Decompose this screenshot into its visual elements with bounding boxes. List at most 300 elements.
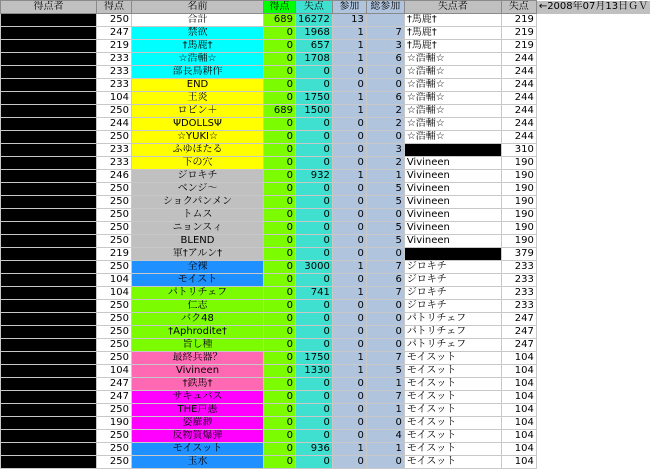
lost-cell[interactable]: 379 bbox=[501, 248, 536, 261]
scorer-cell[interactable] bbox=[1, 261, 97, 274]
part-cell[interactable]: 0 bbox=[332, 339, 366, 352]
lost-pts-cell[interactable]: 1968 bbox=[296, 27, 333, 40]
lost-cell[interactable]: 244 bbox=[501, 105, 536, 118]
lost-cell[interactable]: 219 bbox=[501, 14, 536, 27]
lost-cell[interactable]: 190 bbox=[501, 235, 536, 248]
total-part-cell[interactable]: 0 bbox=[366, 131, 404, 144]
part-cell[interactable]: 1 bbox=[332, 27, 366, 40]
total-part-cell[interactable]: 5 bbox=[366, 365, 404, 378]
name-cell[interactable]: ☆浩輔☆ bbox=[132, 53, 264, 66]
lost-pts-cell[interactable]: 0 bbox=[296, 313, 333, 326]
part-cell[interactable]: 1 bbox=[332, 352, 366, 365]
score-pts-cell[interactable]: 0 bbox=[264, 66, 296, 79]
score-cell[interactable]: 250 bbox=[97, 313, 132, 326]
name-cell[interactable]: 反物質爆弾 bbox=[132, 430, 264, 443]
header-score[interactable]: 得点 bbox=[97, 1, 132, 14]
name-cell[interactable]: 禁欲 bbox=[132, 27, 264, 40]
header-scorer[interactable]: 得点者 bbox=[1, 1, 97, 14]
scorer-cell[interactable] bbox=[1, 14, 97, 27]
lost-pts-cell[interactable]: 0 bbox=[296, 274, 333, 287]
loser-cell[interactable]: ☆浩輔☆ bbox=[404, 118, 501, 131]
score-pts-cell[interactable]: 0 bbox=[264, 235, 296, 248]
total-part-cell[interactable]: 0 bbox=[366, 300, 404, 313]
name-cell[interactable]: 軍†アルン† bbox=[132, 248, 264, 261]
name-cell[interactable]: ニョンスィ bbox=[132, 222, 264, 235]
empty-cell[interactable] bbox=[536, 339, 650, 352]
lost-cell[interactable]: 190 bbox=[501, 170, 536, 183]
loser-cell[interactable]: モイスット bbox=[404, 456, 501, 469]
loser-cell[interactable]: Vivineen bbox=[404, 157, 501, 170]
scorer-cell[interactable] bbox=[1, 131, 97, 144]
scorer-cell[interactable] bbox=[1, 456, 97, 469]
header-lost[interactable]: 失点 bbox=[501, 1, 536, 14]
score-cell[interactable]: 250 bbox=[97, 456, 132, 469]
name-cell[interactable]: 合計 bbox=[132, 14, 264, 27]
name-cell[interactable]: ジロキチ bbox=[132, 170, 264, 183]
name-cell[interactable]: THE戸愚 bbox=[132, 404, 264, 417]
header-name[interactable]: 名前 bbox=[132, 1, 264, 14]
empty-cell[interactable] bbox=[536, 27, 650, 40]
lost-cell[interactable]: 104 bbox=[501, 456, 536, 469]
total-part-cell[interactable]: 6 bbox=[366, 92, 404, 105]
part-cell[interactable]: 0 bbox=[332, 404, 366, 417]
loser-cell[interactable]: Vivineen bbox=[404, 235, 501, 248]
empty-cell[interactable] bbox=[536, 417, 650, 430]
lost-pts-cell[interactable]: 657 bbox=[296, 40, 333, 53]
score-pts-cell[interactable]: 0 bbox=[264, 261, 296, 274]
total-part-cell[interactable]: 0 bbox=[366, 209, 404, 222]
name-cell[interactable]: 下の穴 bbox=[132, 157, 264, 170]
score-pts-cell[interactable]: 0 bbox=[264, 417, 296, 430]
score-cell[interactable]: 250 bbox=[97, 430, 132, 443]
loser-cell[interactable]: モイスット bbox=[404, 404, 501, 417]
score-cell[interactable]: 250 bbox=[97, 131, 132, 144]
score-pts-cell[interactable]: 0 bbox=[264, 365, 296, 378]
score-cell[interactable]: 104 bbox=[97, 365, 132, 378]
score-cell[interactable]: 219 bbox=[97, 248, 132, 261]
lost-cell[interactable]: 233 bbox=[501, 300, 536, 313]
lost-cell[interactable]: 244 bbox=[501, 66, 536, 79]
scorer-cell[interactable] bbox=[1, 209, 97, 222]
score-pts-cell[interactable]: 0 bbox=[264, 27, 296, 40]
name-cell[interactable]: †鉄馬† bbox=[132, 378, 264, 391]
lost-pts-cell[interactable]: 0 bbox=[296, 339, 333, 352]
loser-cell[interactable]: ☆浩輔☆ bbox=[404, 92, 501, 105]
score-pts-cell[interactable]: 0 bbox=[264, 248, 296, 261]
loser-cell[interactable]: †馬鹿† bbox=[404, 14, 501, 27]
scorer-cell[interactable] bbox=[1, 79, 97, 92]
lost-cell[interactable]: 244 bbox=[501, 131, 536, 144]
scorer-cell[interactable] bbox=[1, 118, 97, 131]
total-part-cell[interactable]: 6 bbox=[366, 274, 404, 287]
name-cell[interactable]: Vivineen bbox=[132, 365, 264, 378]
lost-pts-cell[interactable]: 16272 bbox=[296, 14, 333, 27]
lost-cell[interactable]: 190 bbox=[501, 157, 536, 170]
empty-cell[interactable] bbox=[536, 456, 650, 469]
total-part-cell[interactable]: 7 bbox=[366, 27, 404, 40]
part-cell[interactable]: 0 bbox=[332, 430, 366, 443]
lost-cell[interactable]: 104 bbox=[501, 443, 536, 456]
name-cell[interactable]: モイスト bbox=[132, 274, 264, 287]
lost-cell[interactable]: 104 bbox=[501, 417, 536, 430]
loser-cell[interactable]: パトリチェフ bbox=[404, 326, 501, 339]
lost-pts-cell[interactable]: 0 bbox=[296, 79, 333, 92]
score-cell[interactable]: 250 bbox=[97, 339, 132, 352]
score-cell[interactable]: 233 bbox=[97, 66, 132, 79]
loser-cell[interactable] bbox=[404, 248, 501, 261]
lost-cell[interactable]: 247 bbox=[501, 326, 536, 339]
total-part-cell[interactable]: 6 bbox=[366, 53, 404, 66]
loser-cell[interactable]: Vivineen bbox=[404, 209, 501, 222]
score-pts-cell[interactable]: 0 bbox=[264, 144, 296, 157]
score-cell[interactable]: 250 bbox=[97, 261, 132, 274]
score-pts-cell[interactable]: 0 bbox=[264, 456, 296, 469]
lost-pts-cell[interactable]: 0 bbox=[296, 430, 333, 443]
loser-cell[interactable]: ジロキチ bbox=[404, 261, 501, 274]
empty-cell[interactable] bbox=[536, 66, 650, 79]
total-part-cell[interactable]: 7 bbox=[366, 287, 404, 300]
empty-cell[interactable] bbox=[536, 222, 650, 235]
total-part-cell[interactable]: 0 bbox=[366, 313, 404, 326]
score-cell[interactable]: 233 bbox=[97, 157, 132, 170]
score-pts-cell[interactable]: 0 bbox=[264, 430, 296, 443]
scorer-cell[interactable] bbox=[1, 313, 97, 326]
score-pts-cell[interactable]: 0 bbox=[264, 183, 296, 196]
lost-pts-cell[interactable]: 0 bbox=[296, 235, 333, 248]
empty-cell[interactable] bbox=[536, 40, 650, 53]
header-loser[interactable]: 失点者 bbox=[404, 1, 501, 14]
scorer-cell[interactable] bbox=[1, 27, 97, 40]
part-cell[interactable]: 0 bbox=[332, 378, 366, 391]
score-pts-cell[interactable]: 0 bbox=[264, 157, 296, 170]
total-part-cell[interactable]: 4 bbox=[366, 430, 404, 443]
loser-cell[interactable]: モイスット bbox=[404, 378, 501, 391]
lost-cell[interactable]: 233 bbox=[501, 287, 536, 300]
scorer-cell[interactable] bbox=[1, 430, 97, 443]
name-cell[interactable]: 旨し種 bbox=[132, 339, 264, 352]
total-part-cell[interactable]: 0 bbox=[366, 456, 404, 469]
name-cell[interactable]: END bbox=[132, 79, 264, 92]
scorer-cell[interactable] bbox=[1, 183, 97, 196]
part-cell[interactable]: 0 bbox=[332, 274, 366, 287]
name-cell[interactable]: 全裸 bbox=[132, 261, 264, 274]
scorer-cell[interactable] bbox=[1, 248, 97, 261]
name-cell[interactable]: トムス bbox=[132, 209, 264, 222]
lost-pts-cell[interactable]: 741 bbox=[296, 287, 333, 300]
total-part-cell[interactable]: 0 bbox=[366, 79, 404, 92]
lost-pts-cell[interactable]: 0 bbox=[296, 456, 333, 469]
total-part-cell[interactable]: 7 bbox=[366, 261, 404, 274]
score-cell[interactable]: 250 bbox=[97, 14, 132, 27]
lost-cell[interactable]: 244 bbox=[501, 92, 536, 105]
name-cell[interactable]: ロビン＋ bbox=[132, 105, 264, 118]
score-cell[interactable]: 250 bbox=[97, 196, 132, 209]
score-pts-cell[interactable]: 0 bbox=[264, 443, 296, 456]
total-part-cell[interactable]: 2 bbox=[366, 118, 404, 131]
part-cell[interactable]: 1 bbox=[332, 261, 366, 274]
lost-cell[interactable]: 244 bbox=[501, 53, 536, 66]
part-cell[interactable]: 0 bbox=[332, 300, 366, 313]
empty-cell[interactable] bbox=[536, 443, 650, 456]
total-part-cell[interactable] bbox=[366, 14, 404, 27]
empty-cell[interactable] bbox=[536, 131, 650, 144]
loser-cell[interactable]: ☆浩輔☆ bbox=[404, 53, 501, 66]
loser-cell[interactable]: パトリチェフ bbox=[404, 313, 501, 326]
total-part-cell[interactable]: 2 bbox=[366, 105, 404, 118]
score-cell[interactable]: 247 bbox=[97, 378, 132, 391]
name-cell[interactable]: 姿羅渺 bbox=[132, 417, 264, 430]
score-cell[interactable]: 244 bbox=[97, 118, 132, 131]
total-part-cell[interactable]: 5 bbox=[366, 196, 404, 209]
total-part-cell[interactable]: 5 bbox=[366, 222, 404, 235]
lost-cell[interactable]: 190 bbox=[501, 222, 536, 235]
part-cell[interactable]: 0 bbox=[332, 456, 366, 469]
total-part-cell[interactable]: 0 bbox=[366, 417, 404, 430]
score-cell[interactable]: 104 bbox=[97, 274, 132, 287]
loser-cell[interactable]: Vivineen bbox=[404, 183, 501, 196]
score-cell[interactable]: 190 bbox=[97, 417, 132, 430]
loser-cell[interactable]: ジロキチ bbox=[404, 274, 501, 287]
name-cell[interactable]: 部長鳥耕作 bbox=[132, 66, 264, 79]
score-pts-cell[interactable]: 0 bbox=[264, 209, 296, 222]
total-part-cell[interactable]: 0 bbox=[366, 326, 404, 339]
total-part-cell[interactable]: 3 bbox=[366, 40, 404, 53]
empty-cell[interactable] bbox=[536, 196, 650, 209]
lost-cell[interactable]: 104 bbox=[501, 391, 536, 404]
total-part-cell[interactable]: 1 bbox=[366, 378, 404, 391]
part-cell[interactable]: 0 bbox=[332, 66, 366, 79]
lost-pts-cell[interactable]: 0 bbox=[296, 222, 333, 235]
scorer-cell[interactable] bbox=[1, 391, 97, 404]
loser-cell[interactable]: ☆浩輔☆ bbox=[404, 66, 501, 79]
score-pts-cell[interactable]: 0 bbox=[264, 40, 296, 53]
part-cell[interactable]: 0 bbox=[332, 313, 366, 326]
scorer-cell[interactable] bbox=[1, 157, 97, 170]
total-part-cell[interactable]: 1 bbox=[366, 404, 404, 417]
header-lost-pts[interactable]: 失点 bbox=[296, 1, 333, 14]
score-pts-cell[interactable]: 0 bbox=[264, 326, 296, 339]
name-cell[interactable]: †馬鹿† bbox=[132, 40, 264, 53]
lost-pts-cell[interactable]: 0 bbox=[296, 66, 333, 79]
loser-cell[interactable]: モイスット bbox=[404, 365, 501, 378]
score-pts-cell[interactable]: 0 bbox=[264, 378, 296, 391]
total-part-cell[interactable]: 1 bbox=[366, 443, 404, 456]
total-part-cell[interactable]: 5 bbox=[366, 235, 404, 248]
name-cell[interactable]: BLEND bbox=[132, 235, 264, 248]
name-cell[interactable]: †Aphrodite† bbox=[132, 326, 264, 339]
score-cell[interactable]: 247 bbox=[97, 27, 132, 40]
score-pts-cell[interactable]: 0 bbox=[264, 222, 296, 235]
part-cell[interactable]: 0 bbox=[332, 209, 366, 222]
lost-pts-cell[interactable]: 1708 bbox=[296, 53, 333, 66]
scorer-cell[interactable] bbox=[1, 66, 97, 79]
part-cell[interactable]: 0 bbox=[332, 144, 366, 157]
header-total-part[interactable]: 総参加 bbox=[366, 1, 404, 14]
name-cell[interactable]: 玉水 bbox=[132, 456, 264, 469]
part-cell[interactable]: 0 bbox=[332, 157, 366, 170]
scorer-cell[interactable] bbox=[1, 443, 97, 456]
scorer-cell[interactable] bbox=[1, 235, 97, 248]
score-cell[interactable]: 250 bbox=[97, 222, 132, 235]
lost-pts-cell[interactable]: 932 bbox=[296, 170, 333, 183]
total-part-cell[interactable]: 0 bbox=[366, 66, 404, 79]
scorer-cell[interactable] bbox=[1, 274, 97, 287]
score-pts-cell[interactable]: 0 bbox=[264, 352, 296, 365]
part-cell[interactable]: 1 bbox=[332, 287, 366, 300]
score-pts-cell[interactable]: 0 bbox=[264, 287, 296, 300]
name-cell[interactable]: 王炎 bbox=[132, 92, 264, 105]
loser-cell[interactable]: モイスット bbox=[404, 352, 501, 365]
header-score-pts[interactable]: 得点 bbox=[264, 1, 296, 14]
score-cell[interactable]: 233 bbox=[97, 144, 132, 157]
scorer-cell[interactable] bbox=[1, 105, 97, 118]
loser-cell[interactable]: Vivineen bbox=[404, 196, 501, 209]
scorer-cell[interactable] bbox=[1, 326, 97, 339]
lost-pts-cell[interactable]: 0 bbox=[296, 144, 333, 157]
lost-cell[interactable]: 104 bbox=[501, 352, 536, 365]
empty-cell[interactable] bbox=[536, 287, 650, 300]
score-pts-cell[interactable]: 689 bbox=[264, 105, 296, 118]
empty-cell[interactable] bbox=[536, 248, 650, 261]
lost-pts-cell[interactable]: 0 bbox=[296, 417, 333, 430]
name-cell[interactable]: バク48 bbox=[132, 313, 264, 326]
empty-cell[interactable] bbox=[536, 105, 650, 118]
score-pts-cell[interactable]: 0 bbox=[264, 131, 296, 144]
header-part[interactable]: 参加 bbox=[332, 1, 366, 14]
name-cell[interactable]: サキュバス bbox=[132, 391, 264, 404]
part-cell[interactable]: 0 bbox=[332, 222, 366, 235]
empty-cell[interactable] bbox=[536, 92, 650, 105]
total-part-cell[interactable]: 0 bbox=[366, 248, 404, 261]
lost-pts-cell[interactable]: 0 bbox=[296, 131, 333, 144]
scorer-cell[interactable] bbox=[1, 170, 97, 183]
loser-cell[interactable]: Vivineen bbox=[404, 222, 501, 235]
lost-pts-cell[interactable]: 3000 bbox=[296, 261, 333, 274]
lost-pts-cell[interactable]: 0 bbox=[296, 209, 333, 222]
empty-cell[interactable] bbox=[536, 274, 650, 287]
lost-cell[interactable]: 244 bbox=[501, 118, 536, 131]
score-pts-cell[interactable]: 0 bbox=[264, 53, 296, 66]
lost-cell[interactable]: 190 bbox=[501, 209, 536, 222]
part-cell[interactable]: 0 bbox=[332, 118, 366, 131]
loser-cell[interactable]: パトリチェフ bbox=[404, 339, 501, 352]
lost-pts-cell[interactable]: 936 bbox=[296, 443, 333, 456]
lost-pts-cell[interactable]: 0 bbox=[296, 248, 333, 261]
part-cell[interactable]: 0 bbox=[332, 131, 366, 144]
empty-cell[interactable] bbox=[536, 170, 650, 183]
scorer-cell[interactable] bbox=[1, 352, 97, 365]
loser-cell[interactable] bbox=[404, 144, 501, 157]
score-cell[interactable]: 250 bbox=[97, 300, 132, 313]
lost-cell[interactable]: 104 bbox=[501, 404, 536, 417]
score-cell[interactable]: 250 bbox=[97, 235, 132, 248]
score-pts-cell[interactable]: 0 bbox=[264, 170, 296, 183]
lost-pts-cell[interactable]: 0 bbox=[296, 404, 333, 417]
scorer-cell[interactable] bbox=[1, 144, 97, 157]
lost-pts-cell[interactable]: 0 bbox=[296, 196, 333, 209]
score-cell[interactable]: 250 bbox=[97, 209, 132, 222]
scorer-cell[interactable] bbox=[1, 40, 97, 53]
lost-cell[interactable]: 233 bbox=[501, 261, 536, 274]
part-cell[interactable]: 1 bbox=[332, 105, 366, 118]
scorer-cell[interactable] bbox=[1, 378, 97, 391]
part-cell[interactable]: 0 bbox=[332, 79, 366, 92]
score-pts-cell[interactable]: 0 bbox=[264, 404, 296, 417]
empty-cell[interactable] bbox=[536, 326, 650, 339]
empty-cell[interactable] bbox=[536, 144, 650, 157]
score-pts-cell[interactable]: 0 bbox=[264, 118, 296, 131]
loser-cell[interactable]: ジロキチ bbox=[404, 300, 501, 313]
lost-cell[interactable]: 104 bbox=[501, 365, 536, 378]
score-cell[interactable]: 250 bbox=[97, 105, 132, 118]
score-pts-cell[interactable]: 0 bbox=[264, 274, 296, 287]
loser-cell[interactable]: モイスット bbox=[404, 430, 501, 443]
part-cell[interactable]: 13 bbox=[332, 14, 366, 27]
total-part-cell[interactable]: 3 bbox=[366, 144, 404, 157]
part-cell[interactable]: 1 bbox=[332, 92, 366, 105]
lost-cell[interactable]: 233 bbox=[501, 274, 536, 287]
loser-cell[interactable]: モイスット bbox=[404, 391, 501, 404]
lost-pts-cell[interactable]: 0 bbox=[296, 118, 333, 131]
empty-cell[interactable] bbox=[536, 261, 650, 274]
score-pts-cell[interactable]: 0 bbox=[264, 391, 296, 404]
score-cell[interactable]: 104 bbox=[97, 287, 132, 300]
empty-cell[interactable] bbox=[536, 183, 650, 196]
lost-pts-cell[interactable]: 0 bbox=[296, 300, 333, 313]
score-pts-cell[interactable]: 0 bbox=[264, 300, 296, 313]
lost-pts-cell[interactable]: 1750 bbox=[296, 352, 333, 365]
scorer-cell[interactable] bbox=[1, 287, 97, 300]
scorer-cell[interactable] bbox=[1, 222, 97, 235]
score-cell[interactable]: 250 bbox=[97, 183, 132, 196]
lost-pts-cell[interactable]: 1750 bbox=[296, 92, 333, 105]
lost-pts-cell[interactable]: 1330 bbox=[296, 365, 333, 378]
score-pts-cell[interactable]: 689 bbox=[264, 14, 296, 27]
lost-cell[interactable]: 244 bbox=[501, 79, 536, 92]
empty-cell[interactable] bbox=[536, 209, 650, 222]
loser-cell[interactable]: ☆浩輔☆ bbox=[404, 131, 501, 144]
lost-cell[interactable]: 247 bbox=[501, 339, 536, 352]
loser-cell[interactable]: Vivineen bbox=[404, 170, 501, 183]
part-cell[interactable]: 0 bbox=[332, 183, 366, 196]
empty-cell[interactable] bbox=[536, 430, 650, 443]
name-cell[interactable]: ΨDOLLSΨ bbox=[132, 118, 264, 131]
lost-cell[interactable]: 104 bbox=[501, 430, 536, 443]
empty-cell[interactable] bbox=[536, 391, 650, 404]
lost-pts-cell[interactable]: 0 bbox=[296, 378, 333, 391]
empty-cell[interactable] bbox=[536, 79, 650, 92]
part-cell[interactable]: 0 bbox=[332, 248, 366, 261]
loser-cell[interactable]: ジロキチ bbox=[404, 287, 501, 300]
score-cell[interactable]: 233 bbox=[97, 79, 132, 92]
score-pts-cell[interactable]: 0 bbox=[264, 196, 296, 209]
scorer-cell[interactable] bbox=[1, 365, 97, 378]
empty-cell[interactable] bbox=[536, 404, 650, 417]
scorer-cell[interactable] bbox=[1, 92, 97, 105]
empty-cell[interactable] bbox=[536, 378, 650, 391]
name-cell[interactable]: ふゆほたる bbox=[132, 144, 264, 157]
lost-cell[interactable]: 190 bbox=[501, 183, 536, 196]
part-cell[interactable]: 1 bbox=[332, 53, 366, 66]
score-pts-cell[interactable]: 0 bbox=[264, 92, 296, 105]
empty-cell[interactable] bbox=[536, 365, 650, 378]
name-cell[interactable]: 仁志 bbox=[132, 300, 264, 313]
loser-cell[interactable]: モイスット bbox=[404, 417, 501, 430]
total-part-cell[interactable]: 7 bbox=[366, 391, 404, 404]
empty-cell[interactable] bbox=[536, 300, 650, 313]
loser-cell[interactable]: †馬鹿† bbox=[404, 27, 501, 40]
score-pts-cell[interactable]: 0 bbox=[264, 313, 296, 326]
